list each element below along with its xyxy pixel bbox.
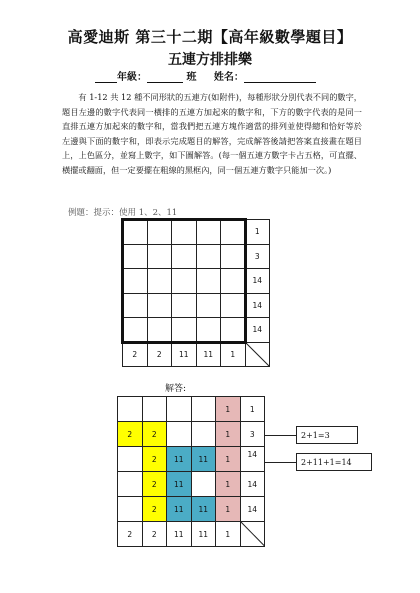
example-row-sum: 14 (245, 268, 271, 294)
answer-cell: 2 (142, 471, 168, 497)
answer-row-sum: 1 (240, 396, 266, 422)
example-cell (171, 219, 197, 245)
example-cell (171, 268, 197, 294)
note-connector (265, 462, 296, 463)
answer-row-sum: 14 (240, 446, 266, 472)
page-subtitle: 五連方排排樂 (168, 52, 252, 68)
answer-cell: 11 (191, 496, 217, 522)
class-label: 班 (186, 72, 197, 83)
answer-cell: 1 (215, 421, 241, 447)
example-column-sum: 1 (220, 342, 246, 368)
answer-label: 解答: (165, 384, 187, 394)
answer-cell: 2 (142, 496, 168, 522)
instructions (62, 90, 362, 178)
example-cell (220, 268, 246, 294)
answer-column-sum: 2 (142, 521, 168, 547)
answer-column-sum: 11 (166, 521, 192, 547)
answer-cell: 2 (117, 421, 143, 447)
corner-diagonal-line (245, 342, 271, 368)
corner-diagonal-line (240, 521, 266, 547)
instructions-text: 有 1-12 共 12 種不同形狀的五連方(如附件)，每種形狀分別代表不同的數字，題目左邊的數字代表同一橫排的五連方加起來的數字和，下方的數字代表的是同一直排五連方加起來的數字和，當我們把五連方塊作適當的排列並使得總和恰好等於左邊與下面的數字和，即表示完成題目的解答，完成解答後請把答案直接畫在題目上，上色區分，並寫上數字，如下圖解答。(每一個五連方數字卡占五格，可直擺、橫擺或翻面，但一定要擺在粗線的黑框內，同一個五連方數字只能加一次。) (62, 92, 362, 175)
answer-cell: 1 (215, 471, 241, 497)
answer-cell (117, 396, 143, 422)
answer-cell (117, 446, 143, 472)
example-cell (220, 293, 246, 319)
answer-note: 2+1=3 (296, 426, 358, 444)
answer-cell: 11 (166, 471, 192, 497)
answer-note: 2+11+1=14 (296, 453, 372, 471)
example-cell (220, 317, 246, 343)
answer-cell (191, 471, 217, 497)
example-cell (220, 219, 246, 245)
example-row-sum: 14 (245, 293, 271, 319)
example-corner-diagonal (245, 342, 271, 368)
answer-cell: 11 (166, 446, 192, 472)
answer-cell (117, 496, 143, 522)
answer-column-sum: 1 (215, 521, 241, 547)
answer-cell: 11 (191, 446, 217, 472)
example-cell (147, 219, 173, 245)
answer-row-sum: 14 (240, 496, 266, 522)
example-column-sum: 11 (171, 342, 197, 368)
answer-cell: 1 (215, 446, 241, 472)
example-row-sum: 3 (245, 244, 271, 270)
example-cell (220, 244, 246, 270)
name-blank[interactable] (244, 71, 316, 83)
answer-cell: 1 (215, 396, 241, 422)
example-cell (171, 293, 197, 319)
example-cell (196, 219, 222, 245)
example-cell (196, 244, 222, 270)
example-cell (147, 268, 173, 294)
example-column-sum: 2 (122, 342, 148, 368)
example-cell (122, 293, 148, 319)
example-label: 例題：提示：使用 1、2、11 (68, 208, 178, 218)
answer-cell (142, 396, 168, 422)
answer-row-sum: 3 (240, 421, 266, 447)
example-cell (196, 317, 222, 343)
grade-label: 年級： (117, 72, 147, 83)
example-cell (171, 317, 197, 343)
answer-corner-diagonal (240, 521, 266, 547)
example-cell (122, 317, 148, 343)
example-cell (196, 293, 222, 319)
example-cell (196, 268, 222, 294)
example-column-sum: 11 (196, 342, 222, 368)
answer-cell: 2 (142, 446, 168, 472)
example-cell (147, 317, 173, 343)
example-cell (122, 219, 148, 245)
grade-blank[interactable] (95, 71, 117, 83)
name-label: 姓名： (213, 72, 244, 83)
example-cell (122, 244, 148, 270)
example-cell (147, 293, 173, 319)
page-title: 高愛迪斯 第三十二期【高年級數學題目】 (67, 28, 353, 46)
answer-cell: 11 (166, 496, 192, 522)
answer-row-sum: 14 (240, 471, 266, 497)
answer-cell (166, 396, 192, 422)
answer-column-sum: 2 (117, 521, 143, 547)
example-row-sum: 14 (245, 317, 271, 343)
answer-cell (191, 421, 217, 447)
note-connector (265, 435, 296, 436)
answer-cell: 2 (142, 421, 168, 447)
answer-cell: 1 (215, 496, 241, 522)
class-blank[interactable] (147, 71, 183, 83)
answer-cell (166, 421, 192, 447)
example-row-sum: 1 (245, 219, 271, 245)
example-cell (122, 268, 148, 294)
answer-column-sum: 11 (191, 521, 217, 547)
answer-cell (191, 396, 217, 422)
example-column-sum: 2 (147, 342, 173, 368)
example-cell (147, 244, 173, 270)
answer-cell (117, 471, 143, 497)
example-cell (171, 244, 197, 270)
student-info (95, 68, 316, 83)
